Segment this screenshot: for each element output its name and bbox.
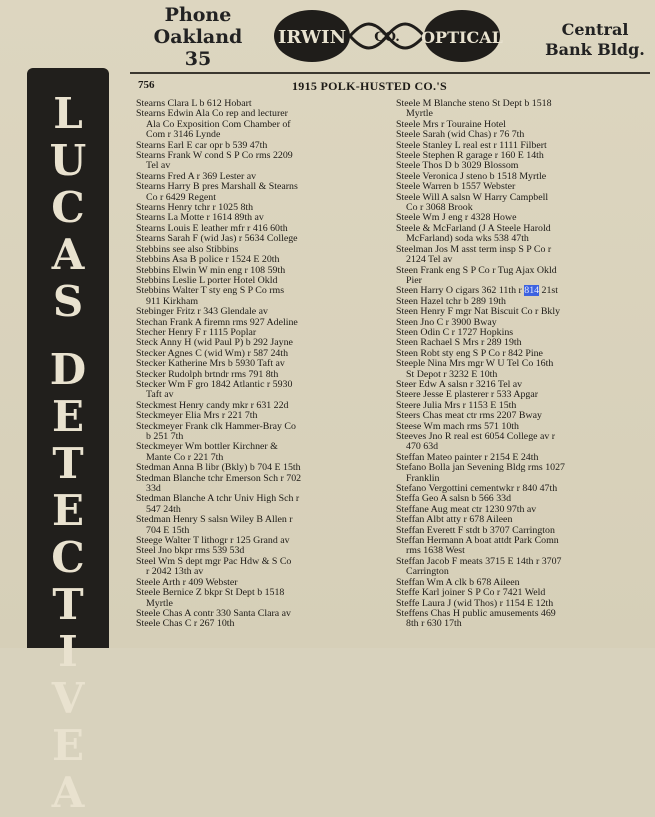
entry-continuation: 547 24th [146, 503, 181, 515]
entry-continuation: 8th r 630 17th [406, 618, 462, 630]
entry-line: Stearns Fred A r 369 Lester av [136, 170, 257, 182]
directory-entry [396, 557, 652, 578]
entry-line: Steele Wm J eng r 4328 Howe [396, 212, 517, 224]
entry-line: Stebbins Walter T sty eng S P Co rms [136, 285, 285, 297]
entry-line: Steckmeyer Elia Mrs r 221 7th [136, 410, 258, 422]
sidebar-letter: E [51, 721, 84, 770]
entry-line: Stearns Harry B pres Marshall & Stearns [136, 181, 298, 193]
entry-continuation: Ala Co Exposition Com Chamber of [146, 118, 291, 130]
entry-line: Steele Will A salsn W Harry Campbell [396, 191, 549, 203]
entry-line: Steele Mrs r Touraine Hotel [396, 118, 506, 130]
directory-entry [396, 463, 652, 484]
address-advert [536, 20, 654, 60]
entry-continuation: Carrington [406, 566, 449, 578]
entry-continuation: Mante Co r 221 7th [146, 451, 224, 463]
directory-entry [136, 588, 389, 609]
entry-line: Steffe Karl joiner S P Co r 7421 Weld [396, 587, 546, 599]
sidebar-letter: E [51, 392, 84, 441]
logo-co: CO. [374, 30, 400, 45]
entry-line: Steckmest Henry candy mkr r 631 22d [136, 399, 289, 411]
entry-line: Stebbins see also Stibbins [136, 243, 239, 255]
exchange-label: Oakland [153, 26, 243, 48]
directory-entry [136, 422, 389, 443]
sidebar-letter: I [58, 627, 78, 676]
sidebar-letter: A [51, 230, 85, 279]
sidebar-word-detective [27, 346, 109, 816]
directory-entry [136, 380, 389, 401]
phone-number: 35 [184, 48, 212, 70]
directory-entry [136, 494, 389, 515]
sidebar-word-lucas [27, 90, 109, 325]
entry-line: Stefano Vergottini cementwkr r 840 47th [396, 483, 558, 495]
directory-entry [396, 536, 652, 557]
entry-line: Stebbins Elwin W min eng r 108 59th [136, 264, 286, 276]
entry-line: Stearns Earl E car opr b 539 47th [136, 139, 268, 151]
entry-continuation: 2124 Tel av [406, 254, 453, 266]
entry-line: Steele Stephen R garage r 160 E 14th [396, 150, 544, 162]
entry-continuation: Com r 3146 Lynde [146, 129, 221, 141]
directory-entry [136, 151, 389, 172]
directory-entry [396, 359, 652, 380]
sidebar-letter: S [52, 277, 84, 326]
entry-continuation: rms 1638 West [406, 545, 465, 557]
entry-line: Steffan Jacob F meats 3715 E 14th r 3707 [396, 555, 562, 567]
entry-line: Stechan Frank A firemn rms 927 Adeline [136, 316, 298, 328]
sidebar-letter: C [51, 533, 85, 582]
entry-line: Steele Stanley L real est r 1111 Filbert [396, 139, 547, 151]
entry-line: Steen Robt sty eng S P Co r 842 Pine [396, 347, 543, 359]
entry-line: Steen Odin C r 1727 Hopkins [396, 326, 514, 338]
entry-continuation: Co r 3068 Brook [406, 202, 473, 214]
directory-entry [136, 515, 389, 536]
directory-entry [136, 255, 389, 265]
directory-entry [136, 557, 389, 578]
entry-continuation: 470 63d [406, 441, 439, 453]
irwin-optical-logo [272, 8, 502, 64]
directory-entry [396, 245, 652, 266]
entry-line: Steen Frank eng S P Co r Tug Ajax Okld [396, 264, 557, 276]
entry-line: Stecker Rudolph brtndr rms 791 8th [136, 368, 279, 380]
sidebar-letter: T [52, 439, 84, 488]
entry-continuation: Franklin [406, 472, 440, 484]
entry-line: Stearns La Motte r 1614 89th av [136, 212, 264, 224]
entry-line: Steers Chas meat ctr rms 2207 Bway [396, 410, 542, 422]
entry-line: Stecher Henry F r 1115 Poplar [136, 326, 257, 338]
entry-line: Stecker Agnes C (wid Wm) r 587 24th [136, 347, 289, 359]
entry-line: Steelman Jos M asst term insp S P Co r [396, 243, 552, 255]
entry-line: Stedman Blanche A tchr Univ High Sch r [136, 493, 300, 505]
sidebar-letter: L [53, 89, 83, 138]
entry-line: Steer Edw A salsn r 3216 Tel av [396, 378, 523, 390]
right-column [396, 99, 652, 630]
address-line-2: Bank Bldg. [545, 40, 645, 59]
entry-line: Steeple Nina Mrs mgr W U Tel Co 16th [396, 358, 554, 370]
page-number: 756 [138, 79, 155, 91]
entry-continuation: Taft av [146, 389, 174, 401]
running-head: 1915 POLK-HUSTED CO.'S [292, 79, 447, 93]
entry-line: Stebbins Asa B police r 1524 E 20th [136, 254, 280, 266]
entry-line: Steen Jno C r 3900 Bway [396, 316, 497, 328]
entry-continuation: Tel av [146, 160, 171, 172]
entry-line: Steffan Wm A clk b 678 Aileen [396, 576, 520, 588]
logo-irwin: IRWIN [277, 27, 347, 48]
entry-line: Steffe Laura J (wid Thos) r 1154 E 12th [396, 597, 554, 609]
entry-line: Steen Henry F mgr Nat Biscuit Co r Bkly [396, 306, 561, 318]
entry-line: Steele Thos D b 3029 Blossom [396, 160, 519, 172]
entry-continuation: Myrtle [146, 597, 173, 609]
entry-line: Steen Harry O cigars 362 11th r 814 21st [396, 285, 558, 297]
directory-entry [136, 442, 389, 463]
directory-entry [396, 432, 652, 453]
directory-entry [396, 193, 652, 214]
entry-line: Stedman Henry S salsn Wiley B Allen r [136, 514, 293, 526]
entry-continuation: Myrtle [406, 108, 433, 120]
entry-line: Steele Chas A contr 330 Santa Clara av [136, 607, 291, 619]
entry-continuation: b 251 7th [146, 431, 184, 442]
entry-line: Stebbins Leslie L porter Hotel Okld [136, 274, 278, 286]
logo-optical: OPTICAL [421, 28, 503, 47]
entry-continuation: Co r 6429 Regent [146, 191, 216, 203]
directory-entry [396, 588, 652, 598]
entry-line: Stebinger Fritz r 343 Glendale av [136, 306, 268, 318]
entry-line: Steele Chas C r 267 10th [136, 618, 235, 630]
sidebar-letter: C [51, 183, 85, 232]
entry-line: Steffan Mateo painter r 2154 E 24th [396, 451, 539, 463]
entry-line: Steele Warren b 1557 Webster [396, 181, 516, 193]
entry-line: Steele Veronica J steno b 1518 Myrtle [396, 170, 547, 182]
entry-line: Steffens Chas H public amusements 469 [396, 607, 556, 619]
directory-entry [136, 359, 389, 369]
sidebar-letter: A [51, 768, 85, 817]
entry-line: Stedman Anna B libr (Bkly) b 704 E 15th [136, 462, 301, 474]
lucas-detective-sidebar [27, 68, 109, 817]
sidebar-letter: D [49, 345, 87, 394]
entry-line: Steffan Everett F stdt b 3707 Carrington [396, 524, 555, 536]
entry-line: Steck Anny H (wid Paul P) b 292 Jayne [136, 337, 293, 349]
directory-entry [136, 474, 389, 495]
header-rule [130, 72, 650, 74]
entry-line: Stearns Louis E leather mfr r 416 60th [136, 222, 288, 234]
entry-line: Steffan Hermann A boat attdt Park Comn [396, 535, 559, 547]
entry-continuation: McFarland) soda wks 538 47th [406, 233, 529, 245]
entry-line: Stearns Clara L b 612 Hobart [136, 98, 252, 109]
entry-line: Stedman Blanche tchr Emerson Sch r 702 [136, 472, 302, 484]
entry-line: Steckmeyer Frank clk Hammer-Bray Co [136, 420, 296, 432]
directory-entry [136, 619, 389, 629]
directory-entry [136, 307, 389, 317]
directory-entry [396, 99, 652, 120]
entry-continuation: St Depot r 3232 E 10th [406, 368, 498, 380]
entry-line: Stecker Katherine Mrs b 5930 Taft av [136, 358, 285, 370]
entry-line: Steel Jno bkpr rms 539 53d [136, 545, 245, 557]
entry-line: Steffa Geo A salsn b 566 33d [396, 493, 512, 505]
entry-line: Stefano Bolla jan Sevening Bldg rms 1027 [396, 462, 565, 474]
entry-line: Steele Arth r 409 Webster [136, 576, 238, 588]
entry-line: Stearns Sarah F (wid Jas) r 5634 College [136, 233, 298, 245]
sidebar-letter: T [52, 580, 84, 629]
entry-line: Steeves Jno R real est 6054 College av r [396, 431, 556, 442]
entry-continuation: 704 E 15th [146, 524, 190, 536]
entry-line: Steere Julia Mrs r 1153 E 15th [396, 399, 517, 411]
address-line-1: Central [561, 20, 629, 39]
entry-line: Steele Sarah (wid Chas) r 76 7th [396, 129, 525, 141]
entry-line: Steele M Blanche steno St Dept b 1518 [396, 98, 552, 109]
sidebar-letter: E [51, 486, 84, 535]
sidebar-letter: V [51, 674, 85, 723]
entry-line: Stearns Henry tchr r 1025 8th [136, 202, 254, 214]
entry-line: Steen Hazel tchr b 289 19th [396, 295, 506, 307]
entry-continuation: 911 Kirkham [146, 295, 199, 307]
entry-line: Steckmeyer Wm bottler Kirchner & [136, 441, 278, 453]
entry-line: Steen Rachael S Mrs r 289 19th [396, 337, 522, 349]
entry-line: Steffan Albt atty r 678 Aileen [396, 514, 513, 526]
phone-label: Phone [164, 4, 232, 26]
entry-line: Steele Bernice Z bkpr St Dept b 1518 [136, 587, 285, 599]
left-column [136, 99, 389, 630]
directory-entry [396, 224, 652, 245]
search-highlight: 814 [524, 285, 540, 297]
entry-line: Steffane Aug meat ctr 1230 97th av [396, 503, 537, 515]
sidebar-letter: U [49, 136, 87, 185]
entry-line: Steege Walter T lithogr r 125 Grand av [136, 535, 290, 547]
entry-continuation: r 2042 13th av [146, 566, 204, 578]
entry-continuation: Pier [406, 274, 422, 286]
entry-line: Stecker Wm F gro 1842 Atlantic r 5930 [136, 378, 293, 390]
entry-continuation: 33d [146, 483, 161, 495]
directory-entry [396, 609, 652, 630]
entry-line: Steese Wm mach rms 571 10th [396, 420, 519, 432]
entry-line: Stearns Edwin Ala Co rep and lecturer [136, 108, 288, 120]
directory-entry [396, 266, 652, 287]
phone-advert [138, 4, 258, 70]
entry-line: Steele & McFarland (J A Steele Harold [396, 222, 551, 234]
entry-line: Steel Wm S dept mgr Pac Hdw & S Co [136, 555, 292, 567]
directory-entry [136, 286, 389, 307]
entry-line: Stearns Frank W cond S P Co rms 2209 [136, 150, 293, 162]
directory-entry [136, 109, 389, 140]
directory-entry [396, 307, 652, 317]
directory-entry [136, 182, 389, 203]
entry-line: Steere Jesse E plasterer r 533 Apgar [396, 389, 539, 401]
